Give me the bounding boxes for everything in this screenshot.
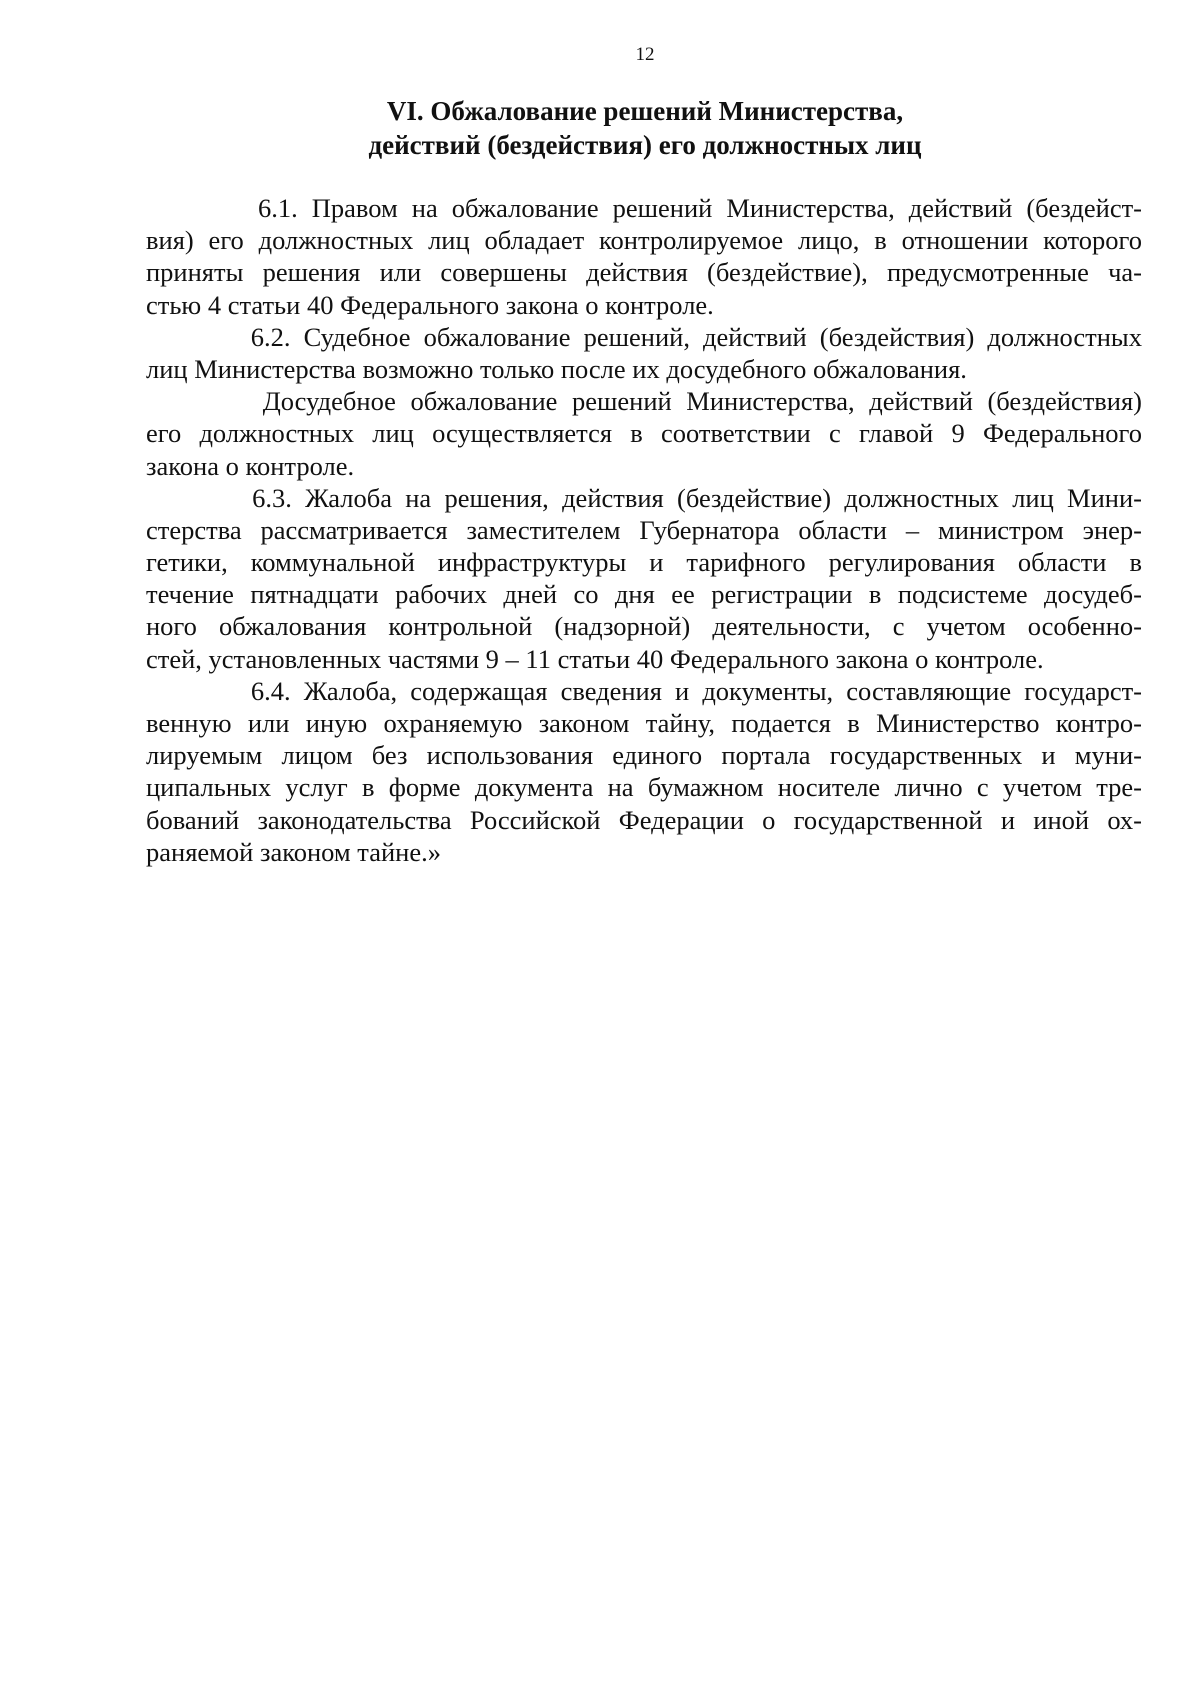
text-line: раняемой законом тайне.»: [146, 836, 441, 867]
text-line: 6.3. Жалоба на решения, действия (бездействие) должностных лиц Мини-: [146, 482, 1142, 513]
text-line: 6.4. Жалоба, содержащая сведения и документы, составляющие государст-: [146, 675, 1142, 706]
paragraph-pretrial-appeal: [146, 385, 1142, 482]
text-line: гетики, коммунальной инфраструктуры и тарифного регулирования области в: [146, 547, 1142, 578]
text-line: стерства рассматривается заместителем Губернатора области – министром энер-: [146, 514, 1142, 545]
paragraph-6-2: [146, 321, 1142, 385]
section-heading-line-2: действий (бездействия) его должностных лиц: [368, 130, 922, 160]
text-line: ного обжалования контрольной (надзорной) деятельности, с учетом особенно-: [146, 611, 1142, 642]
paragraph-6-3: [146, 482, 1142, 675]
text-line: Досудебное обжалование решений Министерства, действий (бездействия): [146, 386, 1142, 417]
text-line: его должностных лиц осуществляется в соответствии с главой 9 Федерального: [146, 418, 1142, 449]
text-line: бований законодательства Российской Федерации о государственной и иной ох-: [146, 804, 1142, 835]
text-line: лируемым лицом без использования единого портала государственных и муни-: [146, 740, 1142, 771]
text-line: приняты решения или совершены действия (бездействие), предусмотренные ча-: [146, 257, 1142, 288]
text-line: стей, установленных частями 9 – 11 статьи 40 Федерального закона о контроле.: [146, 643, 1044, 674]
text-line: стью 4 статьи 40 Федерального закона о контроле.: [146, 289, 714, 320]
paragraph-6-1: [146, 192, 1142, 321]
text-line: 6.1. Правом на обжалование решений Министерства, действий (бездейст-: [146, 193, 1142, 223]
text-line: закона о контроле.: [146, 450, 355, 481]
text-line: вия) его должностных лиц обладает контролируемое лицо, в отношении которого: [146, 225, 1142, 256]
text-line: течение пятнадцати рабочих дней со дня ее регистрации в подсистеме досудеб-: [146, 579, 1142, 610]
text-line: венную или иную охраняемую законом тайну, подается в Министерство контро-: [146, 708, 1142, 738]
text-line: 6.2. Судебное обжалование решений, действий (бездействия) должностных: [146, 321, 1142, 352]
text-line: ципальных услуг в форме документа на бумажном носителе лично с учетом тре-: [146, 772, 1142, 803]
page-number: 12: [635, 44, 655, 65]
paragraph-6-4: [146, 675, 1142, 868]
section-heading-line-1: VI. Обжалование решений Министерства,: [386, 96, 904, 126]
text-line: лиц Министерства возможно только после их досудебного обжалования.: [146, 353, 967, 384]
body-text: [146, 192, 1142, 868]
section-heading: [150, 94, 1140, 162]
